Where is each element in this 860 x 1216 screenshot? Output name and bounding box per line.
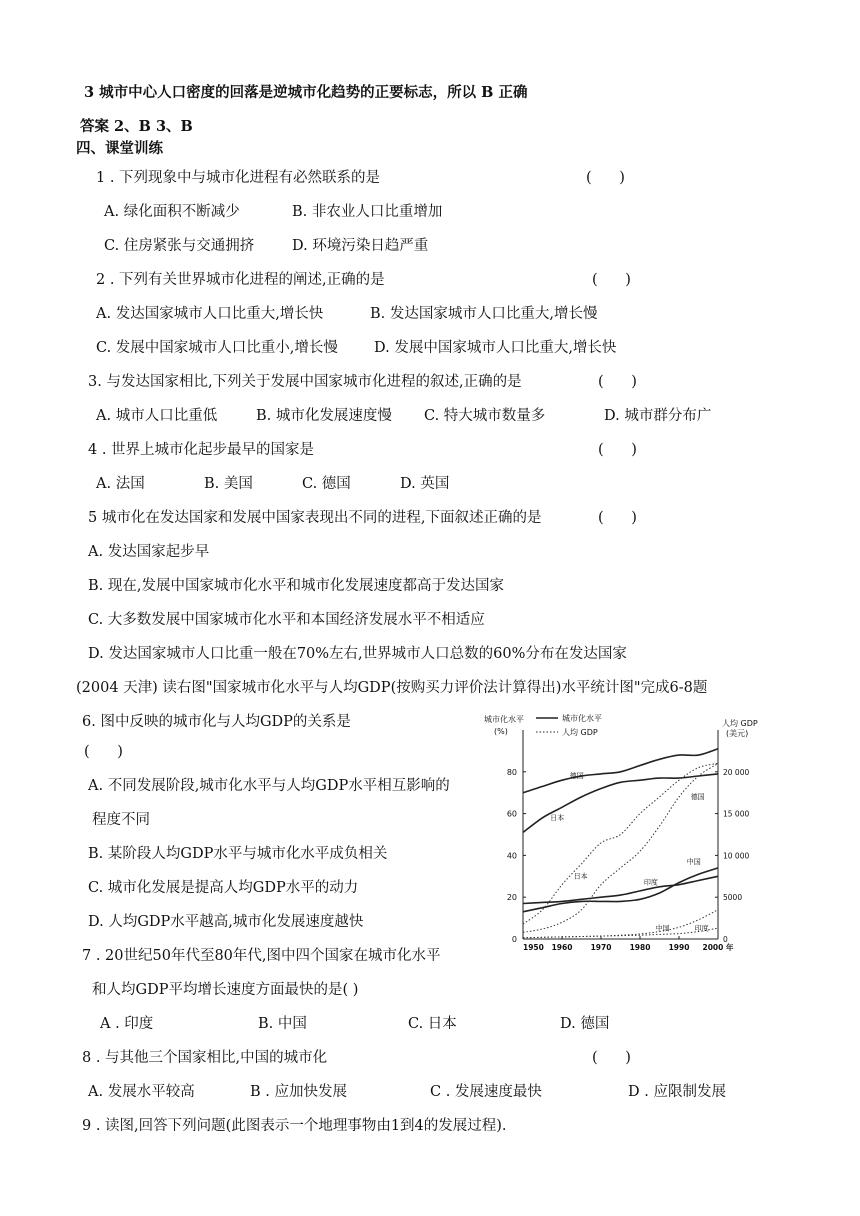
x-tick-label: 1980 [629,943,651,952]
q3-option-d: D. 城市群分布广 [604,408,712,424]
gdp-line [523,763,718,924]
right-tick-label: 15 000 [723,809,750,819]
urbanization-line [523,876,718,903]
q5-option-d: D. 发达国家城市人口比重一般在70%左右,世界城市人口总数的60%分布在发达国家 [88,646,627,662]
left-tick-label: 60 [506,809,517,819]
left-tick-label: 40 [506,851,517,861]
q1-option-a: A. 绿化面积不断减少 [104,204,240,220]
q5-option-c: C. 大多数发展中国家城市化水平和本国经济发展水平不相适应 [88,612,485,628]
country-label-germany_right: 德国 [690,792,705,801]
q7-option-a: A . 印度 [100,1016,154,1032]
question-7-line2: 和人均GDP平均增长速度方面最快的是( ) [92,982,359,998]
q8-option-d: D . 应限制发展 [628,1084,726,1100]
country-label-china_mid: 中国 [686,857,701,866]
q6-option-d: D. 人均GDP水平越高,城市化发展速度越快 [88,914,364,930]
q4-option-c: C. 德国 [302,476,351,492]
q3-option-a: A. 城市人口比重低 [96,408,218,424]
answer-blank-3: ( ) [598,374,637,390]
question-9: 9 . 读图,回答下列问题(此图表示一个地理事物由1到4的发展过程). [82,1118,507,1134]
question-3: 3. 与发达国家相比,下列关于发展中国家城市化进程的叙述,正确的是 [88,374,522,390]
q2-option-b: B. 发达国家城市人口比重大,增长慢 [370,306,598,322]
q8-option-c: C . 发展速度最快 [430,1084,542,1100]
left-axis-title: 城市化水平 [484,715,524,724]
question-6: 6. 图中反映的城市化与人均GDP的关系是 [82,714,351,730]
answer-blank-4: ( ) [598,442,637,458]
right-tick-label: 20 000 [723,767,750,777]
q6-option-c: C. 城市化发展是提高人均GDP水平的动力 [88,880,359,896]
country-label-india_low: 印度 [694,924,709,933]
x-tick-label: 1950 [523,943,544,952]
x-tick-label: 1960 [551,943,573,952]
q2-option-a: A. 发达国家城市人口比重大,增长快 [96,306,324,322]
q1-option-d: D. 环境污染日趋严重 [292,238,429,254]
country-label-germany_top: 德国 [569,772,584,781]
q6-option-b: B. 某阶段人均GDP水平与城市化水平成负相关 [88,846,388,862]
left-tick-label: 0 [511,935,517,944]
section-heading: 四、课堂训练 [76,140,163,157]
urbanization-gdp-chart [478,708,758,964]
legend-urbanization: 城市化水平 [562,714,602,723]
answer-blank-5: ( ) [598,510,637,526]
right-tick-label: 5000 [723,893,743,903]
q4-option-b: B. 美国 [204,476,253,492]
urbanization-line [523,868,718,912]
left-tick-label: 20 [506,893,517,903]
answer-blank-6: ( ) [84,744,123,760]
q4-option-a: A. 法国 [96,476,145,492]
q1-option-c: C. 住房紧张与交通拥挤 [104,238,255,254]
q3-option-b: B. 城市化发展速度慢 [256,408,392,424]
q7-option-d: D. 德国 [560,1016,610,1032]
question-4: 4 . 世界上城市化起步最早的国家是 [88,442,315,458]
q2-option-c: C. 发展中国家城市人口比重小,增长慢 [96,340,338,356]
country-label-japan_mid: 日本 [573,872,588,881]
q6-option-a-line1: A. 不同发展阶段,城市化水平与人均GDP水平相互影响的 [88,778,450,794]
question-1: 1 . 下列现象中与城市化进程有必然联系的是 [96,170,381,186]
q8-option-a: A. 发展水平较高 [88,1084,195,1100]
left-tick-label: 80 [506,767,517,777]
q6-option-a-line2: 程度不同 [92,812,150,828]
q5-option-a: A. 发达国家起步早 [88,544,210,560]
q2-option-d: D. 发展中国家城市人口比重大,增长快 [374,340,617,356]
q7-option-c: C. 日本 [408,1016,457,1032]
answer-blank-2: ( ) [592,272,631,288]
answer-blank-1: ( ) [586,170,625,186]
country-label-japan_left: 日本 [550,813,565,822]
q8-option-b: B . 应加快发展 [250,1084,347,1100]
x-tick-label: 2000 年 [702,943,734,952]
q5-option-b: B. 现在,发展中国家城市化水平和城市化发展速度都高于发达国家 [88,578,504,594]
q4-option-d: D. 英国 [400,476,450,492]
gdp-line [523,763,718,932]
group-intro: (2004 天津) 读右图"国家城市化水平与人均GDP(按购买力评价法计算得出)水平统计图"完成6-8题 [76,680,708,696]
answer-blank-8: ( ) [592,1050,631,1066]
x-tick-label: 1990 [668,943,690,952]
question-2: 2 . 下列有关世界城市化进程的阐述,正确的是 [96,272,385,288]
q7-option-b: B. 中国 [258,1016,307,1032]
legend-gdp: 人均 GDP [562,728,598,737]
country-label-china_low: 中国 [655,924,670,933]
left-axis-unit: (%) [494,727,508,736]
answer-explanation: 3 城市中心人口密度的回落是逆城市化趋势的正要标志，所以 B 正确 [84,84,528,101]
right-axis-unit: (美元) [726,729,749,738]
question-5: 5 城市化在发达国家和发展中国家表现出不同的进程,下面叙述正确的是 [88,510,542,526]
q3-option-c: C. 特大城市数量多 [424,408,546,424]
gdp-line [523,928,718,938]
gdp-line [523,910,718,938]
x-tick-label: 1970 [590,943,612,952]
answer-key: 答案 2、B 3、B [80,118,193,135]
right-tick-label: 10 000 [723,851,750,861]
question-8: 8 . 与其他三个国家相比,中国的城市化 [82,1050,328,1066]
right-tick-label: 0 [723,935,728,944]
right-axis-title: 人均 GDP [722,719,758,728]
q1-option-b: B. 非农业人口比重增加 [292,204,443,220]
country-label-india_mid: 印度 [643,878,658,887]
question-7-line1: 7 . 20世纪50年代至80年代,图中四个国家在城市化水平 [82,948,441,964]
